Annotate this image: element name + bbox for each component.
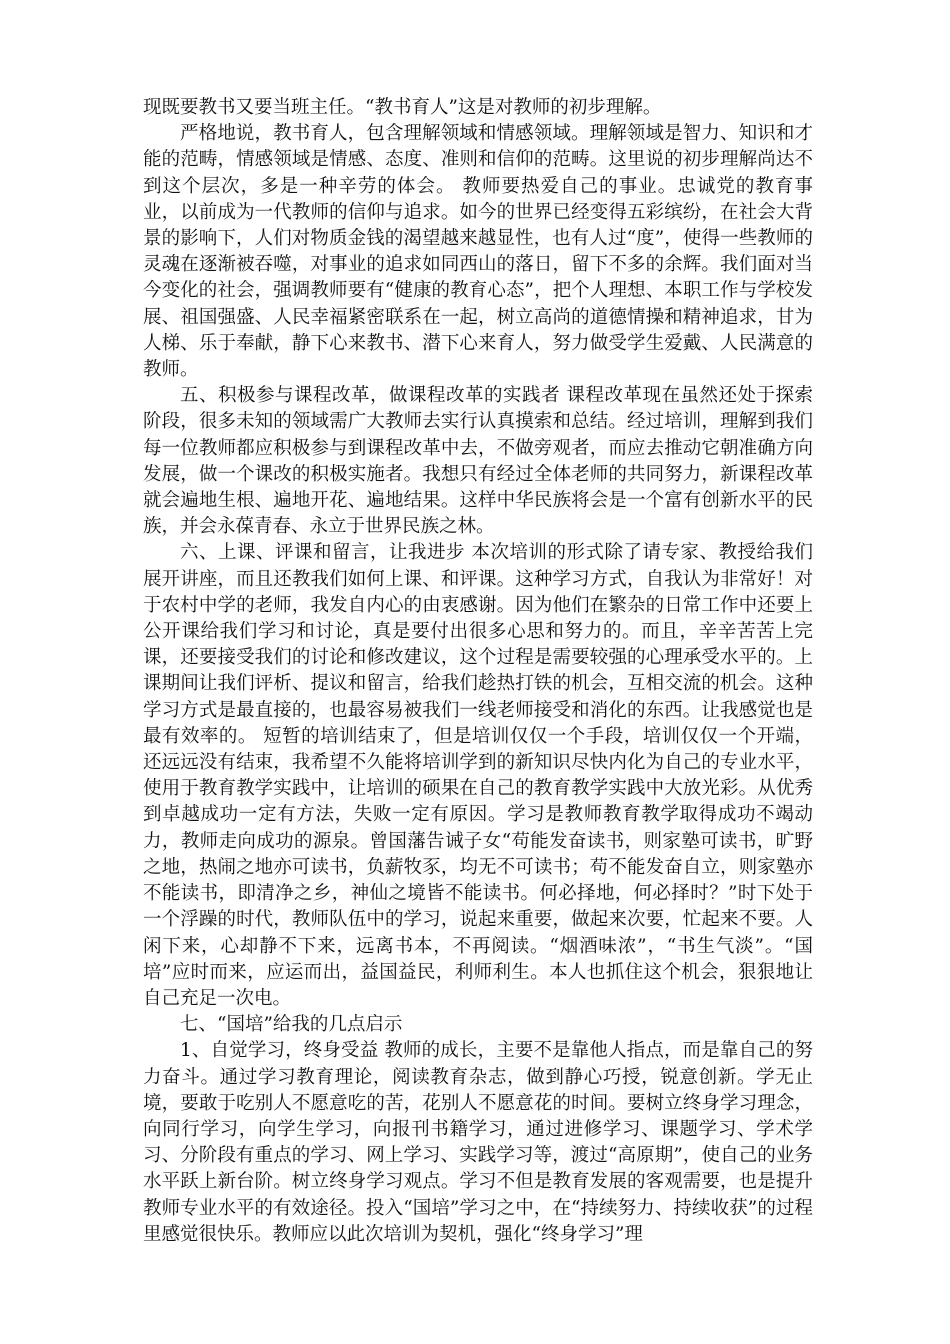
paragraph-continuation: 现既要教书又要当班主任。“教书育人”这是对教师的初步理解。 [143, 97, 662, 118]
paragraph-section-six: 六、上课、评课和留言，让我进步 本次培训的形式除了请专家、教授给我们展开讲座，而且还教我们如何上课、和评课。这种学习方式，自我认为非常好！对于农村中学的老师，我发自内心的由衷感谢。因为他们在繁杂的日常工作中还要上公开课给我们学习和讨论，真是要付出很多心思和努力的。而且，辛辛苦苦上完课，还要接受我们的讨论和修改建议，这个过程是需要较强的心理承受水平的。上课期间让我们评析、提议和留言，给我们趁热打铁的机会，互相交流的机会。这种学习方式是最直接的，也最容易被我们一线老师接受和消化的东西。让我感觉也是最有效率的。 短暂的培训结束了，但是培训仅仅一个手段，培训仅仅一个开端，还远远没有结束，我希望不久能将培训学到的新知识尽快内化为自己的专业水平，使用于教育教学实践中，让培训的硕果在自己的教育教学实践中大放光彩。从优秀到卓越成功一定有方法，失败一定有原因。学习是教师教育教学取得成功不竭动力，教师走向成功的源泉。曾国藩告诫子女“苟能发奋读书，则家塾可读书，旷野之地，热闹之地亦可读书，负薪牧豕，均无不可读书；苟不能发奋自立，则家塾亦不能读书，即清净之乡，神仙之境皆不能读书。何必择地，何必择时？”时下处于一个浮躁的时代，教师队伍中的学习，说起来重要，做起来次要，忙起来不要。人闲下来，心却静不下来，远离书本，不再阅读。“烟酒味浓”，“书生气淡”。“国培”应时而来，应运而出，益国益民，利师利生。本人也抓住这个机会，狠狠地让自己充足一次电。 [143, 542, 813, 1009]
paragraph-teacher-dedication: 严格地说，教书育人，包含理解领域和情感领域。理解领域是智力、知识和才能的范畴，情感领域是情感、态度、准则和信仰的范畴。这里说的初步理解尚达不到这个层次，多是一种辛劳的体会。 教师要热爱自己的事业。忠诚党的教育事业，以前成为一代教师的信仰与追求。如今的世界已经变得五彩缤纷，在社会大背景的影响下，人们对物质金钱的渴望越来越显性，也有人过“度”，使得一些教师的灵魂在逐渐被吞噬，对事业的追求如同西山的落日，留下不多的余辉。我们面对当今变化的社会，强调教师要有“健康的教育心态”，把个人理想、本职工作与学校发展、祖国强盛、人民幸福紧密联系在一起，树立高尚的道德情操和精神追求，甘为人梯、乐于奉献，静下心来教书、潜下心来育人，努力做受学生爱戴、人民满意的教师。 [143, 123, 813, 381]
heading-section-seven: 七、“国培”给我的几点启示 [180, 1014, 403, 1036]
paragraph-section-five: 五、积极参与课程改革，做课程改革的实践者 课程改革现在虽然还处于探索阶段，很多未知的领域需广大教师去实行认真摸索和总结。经过培训，理解到我们每一位教师都应积极参与到课程改革中去，不做旁观者，而应去推动它朝准确方向发展，做一个课改的积极实施者。我想只有经过全体老师的共同努力，新课程改革就会遍地生根、遍地开花、遍地结果。这样中华民族将会是一个富有创新水平的民族，并会永葆青春、永立于世界民族之林。 [143, 385, 813, 538]
document-body [143, 95, 813, 1248]
paragraph-lifelong-learning: 1、自觉学习，终身受益 教师的成长，主要不是靠他人指点，而是靠自己的努力奋斗。通过学习教育理论，阅读教育杂志，做到静心巧授，锐意创新。学无止境，要敢于吃别人不愿意吃的苦，花别人不愿意花的时间。要树立终身学习理念，向同行学习，向学生学习，向报刊书籍学习，通过进修学习、课题学习、学术学习、分阶段有重点的学习、网上学习、实践学习等，渡过“高原期”，使自己的业务水平跃上新台阶。树立终身学习观点。学习不但是教育发展的客观需要，也是提升教师专业水平的有效途径。投入“国培”学习之中，在“持续努力、持续收获”的过程里感觉很快乐。教师应以此次培训为契机，强化“终身学习”理 [143, 1040, 813, 1245]
